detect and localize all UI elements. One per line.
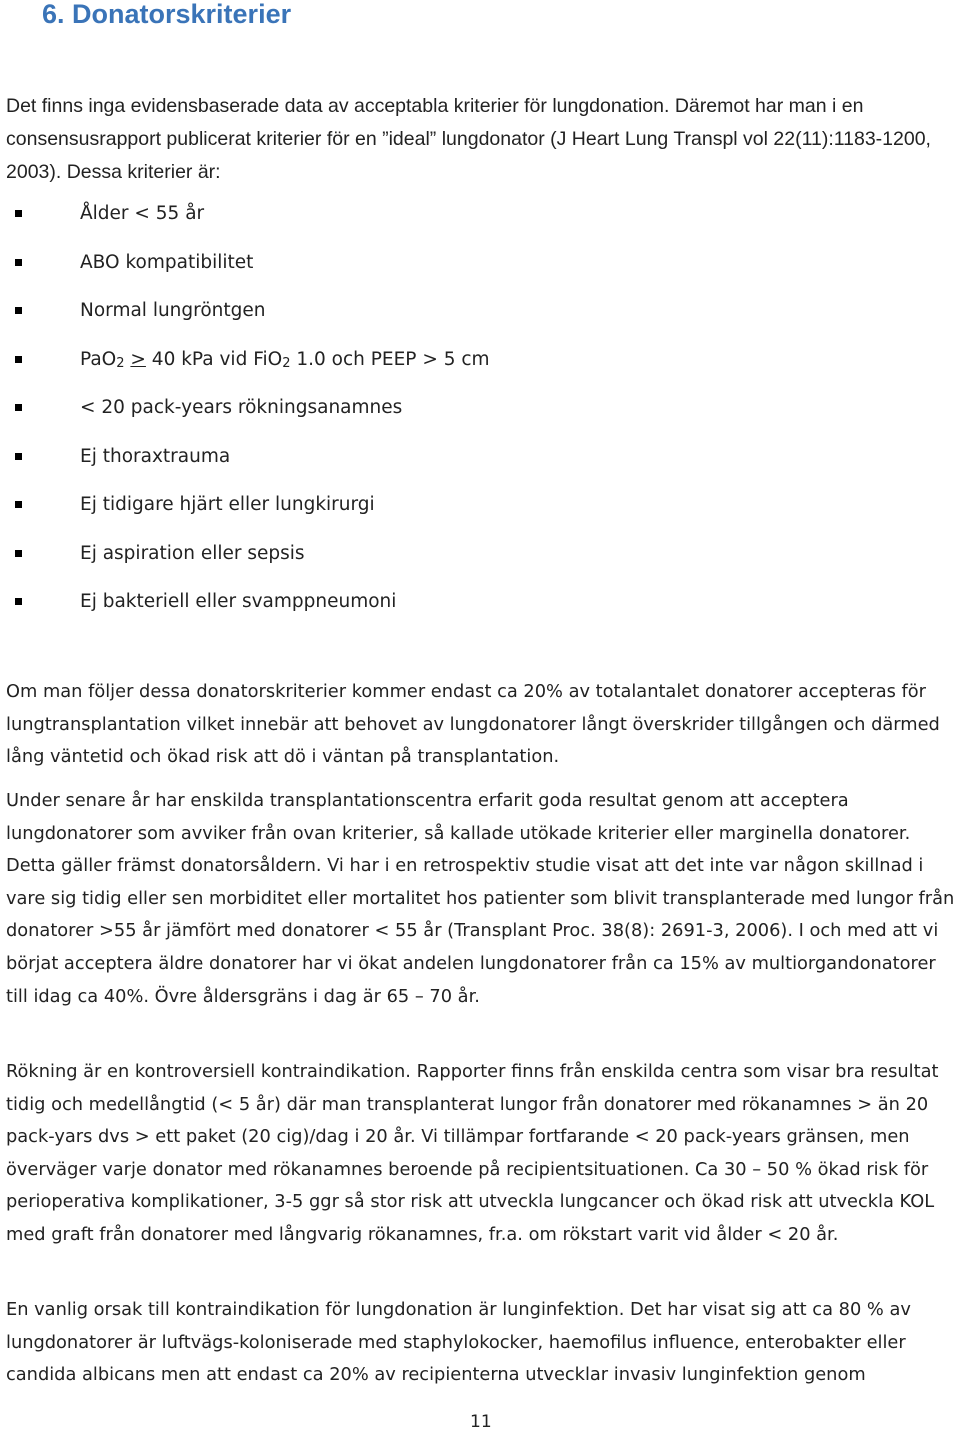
square-bullet-icon bbox=[15, 404, 22, 411]
page-number: 11 bbox=[470, 1412, 492, 1432]
fio-label: 40 kPa vid FiO bbox=[145, 348, 283, 370]
subscript: 2 bbox=[116, 355, 125, 371]
paragraph-smoking: Rökning är en kontroversiell kontraindikation. Rapporter finns från enskilda centra som visar bra resultat tidig och medellångtid (< 5 år) där man transplanterat lungor från donatorer med rökanamnes > än 20 pack-yars dvs > ett paket (20 cig)/dag i 20 år. Vi tillämpar fortfarande < 20 pack-years gränsen, men överväger varje donator med rökanamnes beroende på recipientsituationen. Ca 30 – 50 % ökad risk för perioperativa komplikationer, 3-5 ggr så stor risk att utveckla lungcancer och ökad risk att utveckla KOL med graft från donatorer med långvarig rökanamnes, fr.a. om rökstart varit vid ålder < 20 år. bbox=[6, 1061, 939, 1245]
section-heading: 6. Donatorskriterier bbox=[42, 0, 292, 29]
criteria-item bbox=[0, 197, 490, 246]
criteria-item bbox=[0, 294, 490, 343]
greater-equal-sign: > bbox=[130, 348, 146, 370]
criteria-item bbox=[0, 246, 490, 295]
peep-label: 1.0 och PEEP > 5 cm bbox=[290, 348, 490, 370]
criteria-item bbox=[0, 488, 490, 537]
criteria-text: Ej tidigare hjärt eller lungkirurgi bbox=[80, 494, 375, 515]
pao-label: PaO bbox=[80, 348, 117, 370]
paragraph-extended-criteria: Under senare år har enskilda transplantationscentra erfarit goda resultat genom att acceptera lungdonatorer som avviker från ovan kriterier, så kallade utökade kriterier eller marginella donatorer. Detta gäller främst donatorsåldern. Vi har i en retrospektiv studie visat att det inte var någon skillnad i vare sig tidig eller sen morbiditet eller mortalitet hos patienter som blivit transplanterade med lungor från donatorer >55 år jämfört med donatorer < 55 år (Transplant Proc. 38(8): 2691-3, 2006). I och med att vi börjat acceptera äldre donatorer har vi ökat andelen lungdonatorer från ca 15% av multiorgandonatorer till idag ca 40%. Övre åldersgräns i dag är 65 – 70 år. bbox=[6, 790, 955, 1007]
square-bullet-icon bbox=[15, 550, 22, 557]
criteria-item bbox=[0, 391, 490, 440]
criteria-text: Ej thoraxtrauma bbox=[80, 445, 231, 467]
square-bullet-icon bbox=[15, 356, 22, 363]
square-bullet-icon bbox=[15, 259, 22, 266]
criteria-text: Ej bakteriell eller svamppneumoni bbox=[80, 591, 397, 612]
square-bullet-icon bbox=[15, 598, 22, 605]
criteria-item bbox=[0, 440, 490, 489]
square-bullet-icon bbox=[15, 307, 22, 314]
criteria-text: < 20 pack-years rökningsanamnes bbox=[80, 397, 403, 418]
criteria-text bbox=[80, 349, 490, 370]
square-bullet-icon bbox=[15, 501, 22, 508]
criteria-text: ABO kompatibilitet bbox=[80, 251, 254, 273]
paragraph-infection: En vanlig orsak till kontraindikation för lungdonation är lunginfektion. Det har visat sig att ca 80 % av lungdonatorer är luftvägs-koloniserade med staphylokocker, haemofilus influence, enterobakter eller candida albicans men att endast ca 20% av recipienterna utvecklar invasiv lunginfektion genom bbox=[6, 1299, 911, 1386]
subscript: 2 bbox=[282, 355, 291, 371]
criteria-item bbox=[0, 343, 490, 392]
criteria-text: Ej aspiration eller sepsis bbox=[80, 542, 305, 564]
intro-paragraph: Det finns inga evidensbaserade data av acceptabla kriterier för lungdonation. Däremot har man i en consensusrapport publicerat kriterier för en ”ideal” lungdonator (J Heart Lung Transpl vol 22(11):1183-1200, 2003). Dessa kriterier är: bbox=[6, 95, 931, 183]
criteria-item bbox=[0, 537, 490, 586]
criteria-text: Normal lungröntgen bbox=[80, 300, 266, 321]
paragraph-acceptance-rate: Om man följer dessa donatorskriterier kommer endast ca 20% av totalantalet donatorer accepteras för lungtransplantation vilket innebär att behovet av lungdonatorer långt överskrider tillgången och därmed lång väntetid och ökad risk att dö i väntan på transplantation. bbox=[6, 681, 940, 768]
criteria-text: Ålder < 55 år bbox=[80, 203, 205, 224]
criteria-list bbox=[0, 197, 490, 634]
criteria-item bbox=[0, 585, 490, 634]
square-bullet-icon bbox=[15, 453, 22, 460]
square-bullet-icon bbox=[15, 210, 22, 217]
